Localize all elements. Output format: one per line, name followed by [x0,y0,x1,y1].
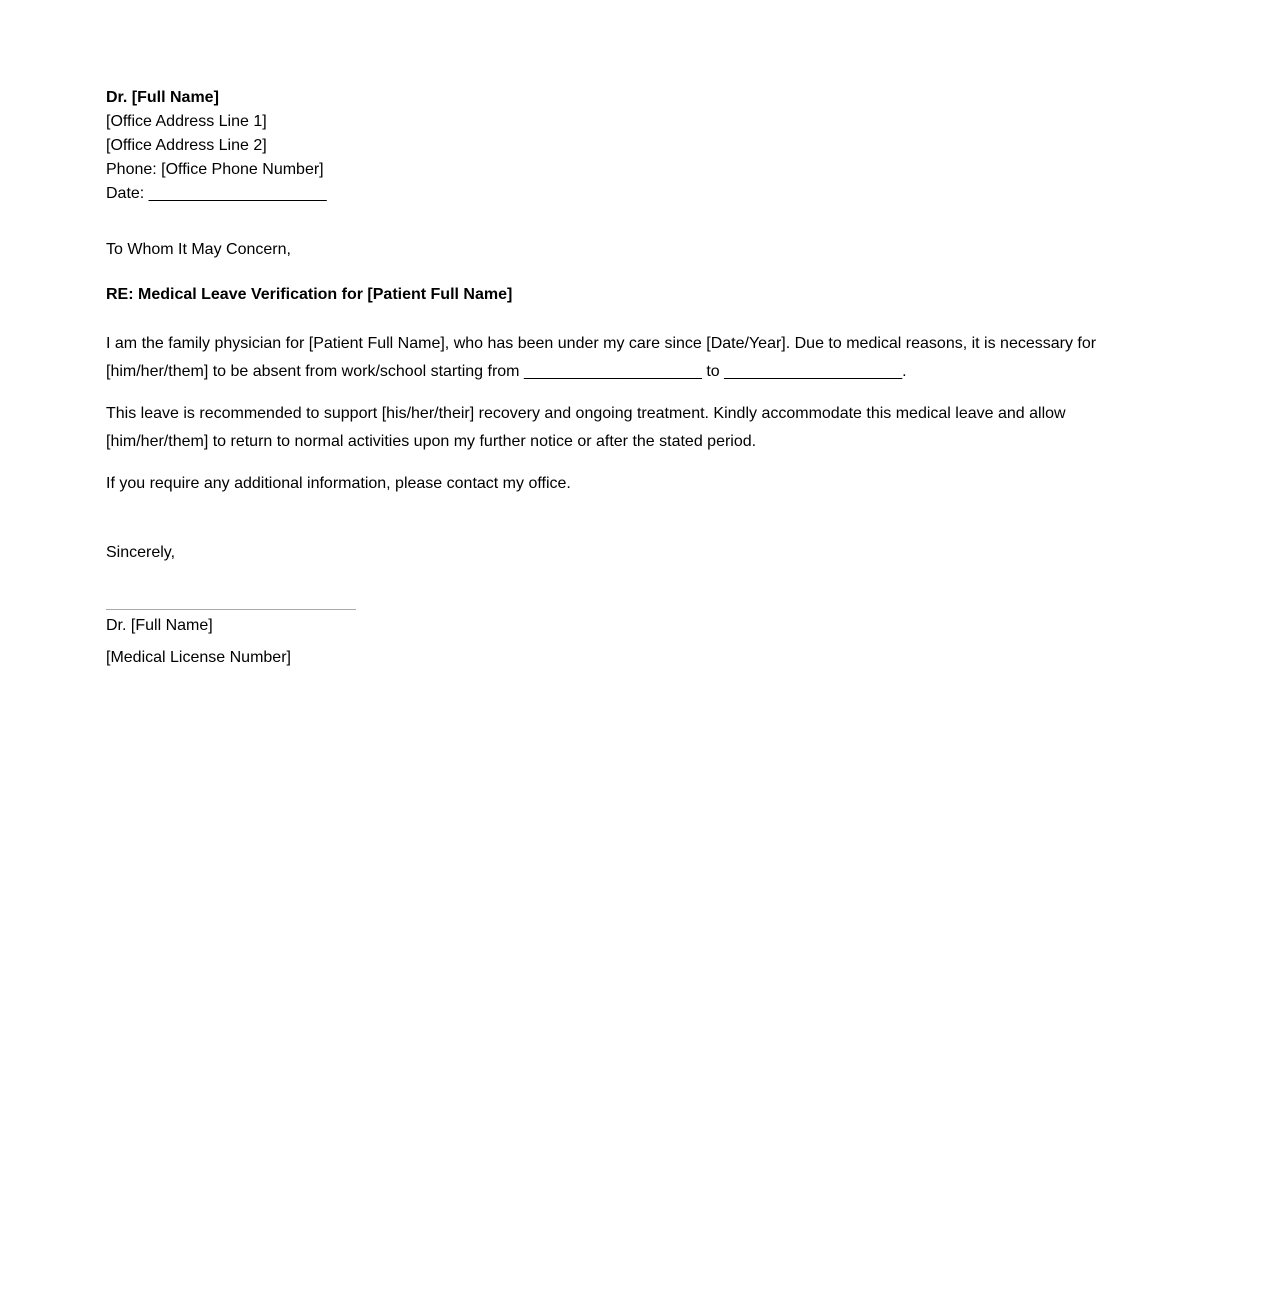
body-paragraph-3: If you require any additional information, please contact my office. [106,475,571,492]
letterhead [106,86,1116,206]
office-address-line-1: [Office Address Line 1] [106,113,267,130]
doctor-name: Dr. [Full Name] [106,89,219,106]
closing: Sincerely, [106,544,176,561]
salutation: To Whom It May Concern, [106,241,291,258]
subject-line: RE: Medical Leave Verification for [Patient Full Name] [106,286,513,303]
signature-license: [Medical License Number] [106,649,291,666]
letter-document [106,86,1116,670]
office-address-line-2: [Office Address Line 2] [106,137,267,154]
body-paragraph-2: This leave is recommended to support [his/her/their] recovery and ongoing treatment. Kindly accommodate this medical leave and allow [him/her/them] to return to normal activities upon my further notice or after the stated period. [106,405,1066,450]
signature-line [106,609,356,610]
body-paragraph-1: I am the family physician for [Patient Full Name], who has been under my care since [Date/Year]. Due to medical reasons, it is necessary for [him/her/them] to be absent from work/school starting from ____________________ to ____________________. [106,335,1097,380]
letter-date: Date: ____________________ [106,185,327,202]
office-phone: Phone: [Office Phone Number] [106,161,324,178]
signature-name: Dr. [Full Name] [106,617,213,634]
